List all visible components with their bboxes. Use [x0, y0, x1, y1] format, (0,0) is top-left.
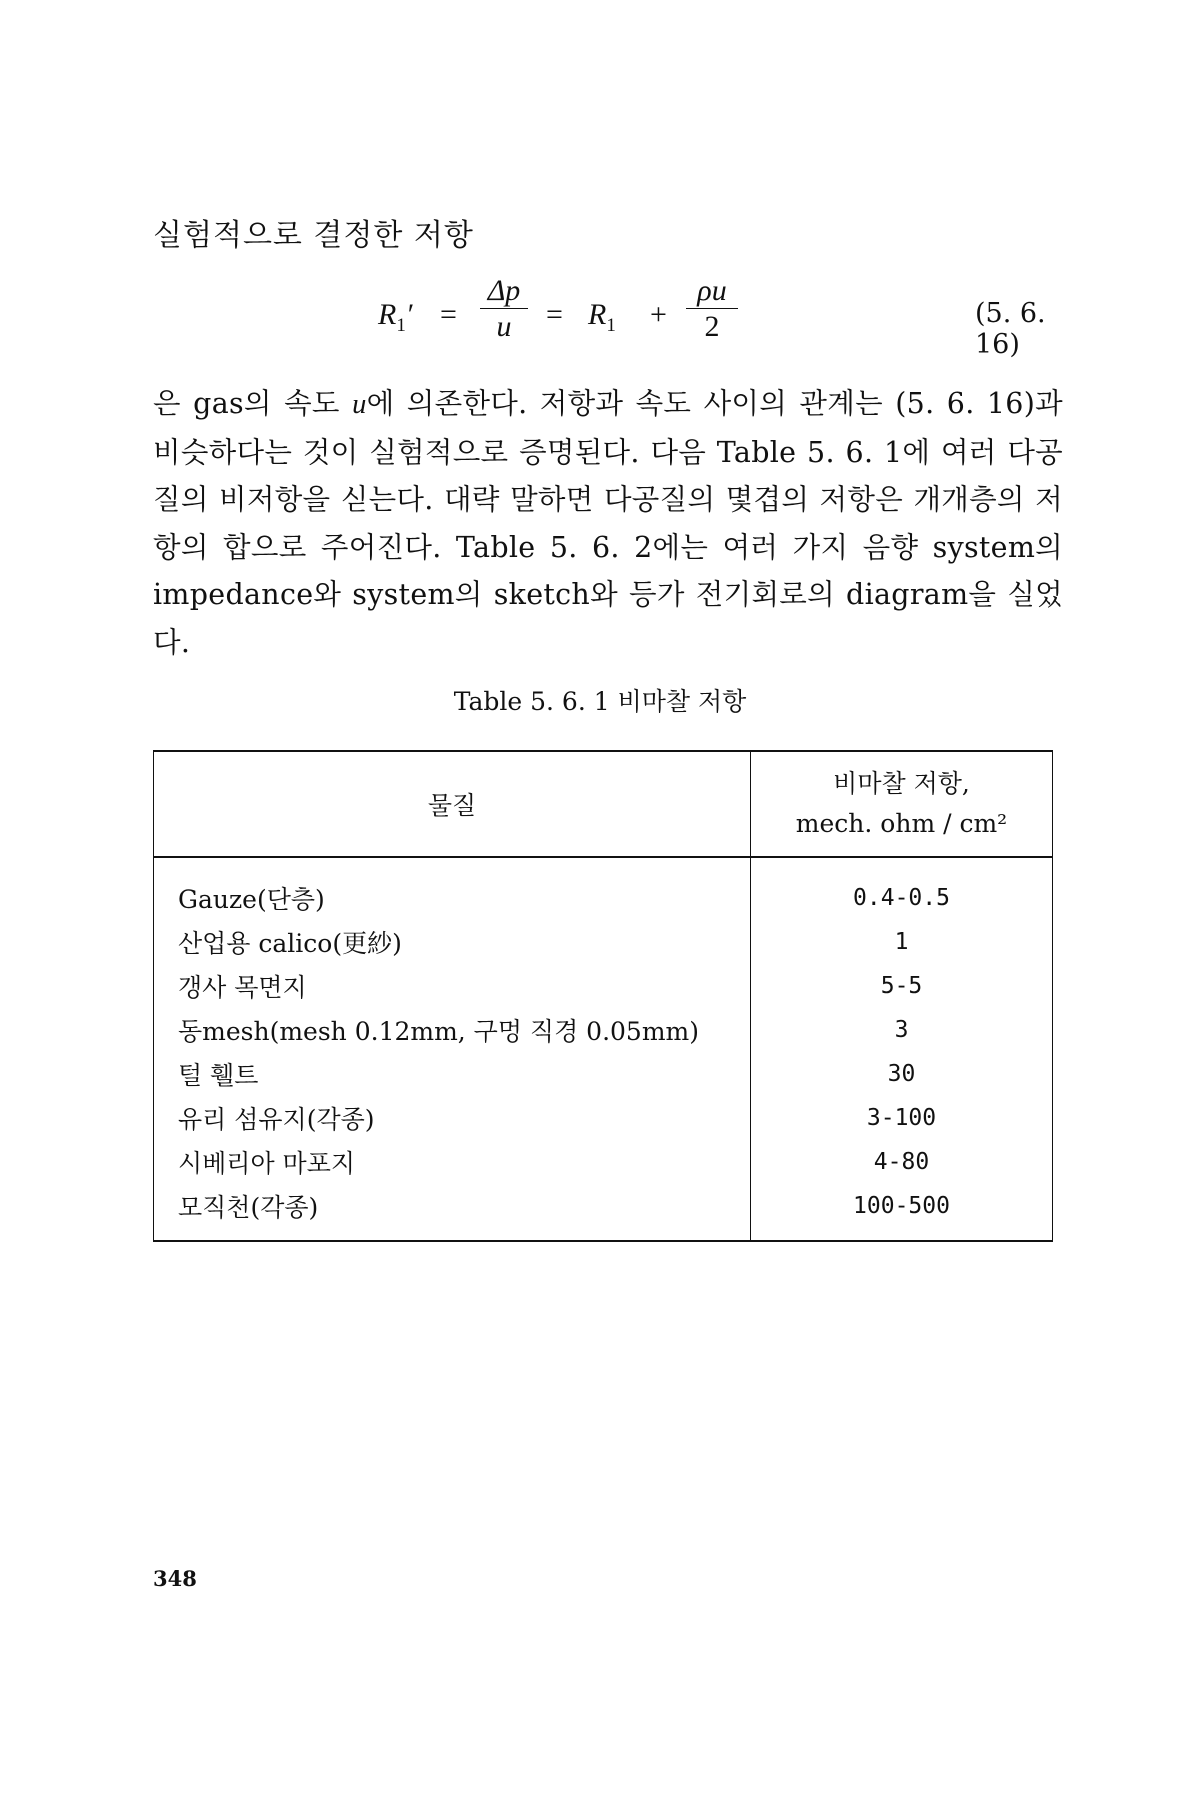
page-number: 348 [153, 1566, 197, 1591]
lead-text: 실험적으로 결정한 저항 [153, 218, 474, 253]
table-header-row [154, 751, 1053, 857]
material-cell: 털 휄트 [154, 1052, 751, 1096]
fraction-denominator: u [496, 310, 512, 343]
material-cell: 모직천(각종) [154, 1184, 751, 1241]
velocity-symbol: u [352, 389, 367, 420]
lhs-symbol: R [378, 298, 397, 331]
material-cell: 동mesh(mesh 0.12mm, 구멍 직경 0.05mm) [154, 1008, 751, 1052]
r1-subscript: 1 [606, 315, 616, 336]
header-resistance [751, 751, 1053, 857]
resistance-cell: 100-500 [853, 1193, 950, 1219]
resistance-cell: 1 [894, 929, 909, 955]
lhs-prime: ′ [405, 298, 413, 331]
table-row [154, 1184, 1053, 1241]
resistance-table [153, 750, 1053, 1242]
table-row [154, 1052, 1053, 1096]
header-resistance-unit: mech. ohm / cm² [795, 809, 1008, 838]
fraction-numerator: Δp [480, 274, 528, 309]
fraction-rho-u-over-2 [686, 274, 738, 345]
material-cell: 유리 섬유지(각종) [154, 1096, 751, 1140]
header-resistance-title: 비마찰 저항, [833, 769, 970, 798]
table-row [154, 1008, 1053, 1052]
table-row [154, 1140, 1053, 1184]
table-row [154, 857, 1053, 920]
fraction-denominator: 2 [704, 310, 720, 343]
plus-sign: + [650, 298, 667, 331]
table-row [154, 920, 1053, 964]
material-cell: 시베리아 마포지 [154, 1140, 751, 1184]
equation-lhs [378, 298, 412, 337]
material-cell: 갱사 목면지 [154, 964, 751, 1008]
header-material: 물질 [154, 751, 751, 857]
r1-symbol: R [588, 298, 607, 331]
paragraph-text: 에 의존한다. 저항과 속도 사이의 관계는 (5. 6. 16)과 비슷하다는 것이 실험적으로 증명된다. 다음 Table 5. 6. 1에 여러 다공질의 비저항을 싣는다. 대략 말하면 다공질의 몇겹의 저항은 개개층의 저항의 합으로 주어진다. Table 5. 6. 2에는 여러 가지 음향 system의 impedance와 system의 sketch와 등가 전기회로의 diagram을 실었다. [153, 387, 1063, 659]
fraction-delta-p-over-u [480, 274, 528, 345]
table-caption: Table 5. 6. 1 비마찰 저항 [453, 687, 747, 716]
resistance-cell: 0.4-0.5 [853, 885, 950, 911]
resistance-cell: 3-100 [866, 1105, 937, 1131]
lhs-subscript: 1 [396, 315, 406, 336]
equation-number: (5. 6. 16) [975, 298, 1046, 360]
resistance-cell: 30 [887, 1061, 916, 1087]
equation-r1 [588, 298, 616, 337]
paragraph-text: 은 gas의 속도 [153, 387, 353, 420]
equals-sign: = [440, 298, 457, 331]
table-row [154, 964, 1053, 1008]
resistance-cell: 4-80 [873, 1149, 930, 1175]
equals-sign: = [546, 298, 563, 331]
fraction-numerator: ρu [686, 274, 738, 309]
resistance-cell: 3 [894, 1017, 909, 1043]
resistance-cell: 5-5 [880, 973, 923, 999]
material-cell: 산업용 calico(更紗) [154, 920, 751, 964]
body-paragraph [153, 380, 1063, 666]
equation-5-6-16 [378, 274, 1058, 364]
table-row [154, 1096, 1053, 1140]
material-cell: Gauze(단층) [154, 857, 751, 920]
